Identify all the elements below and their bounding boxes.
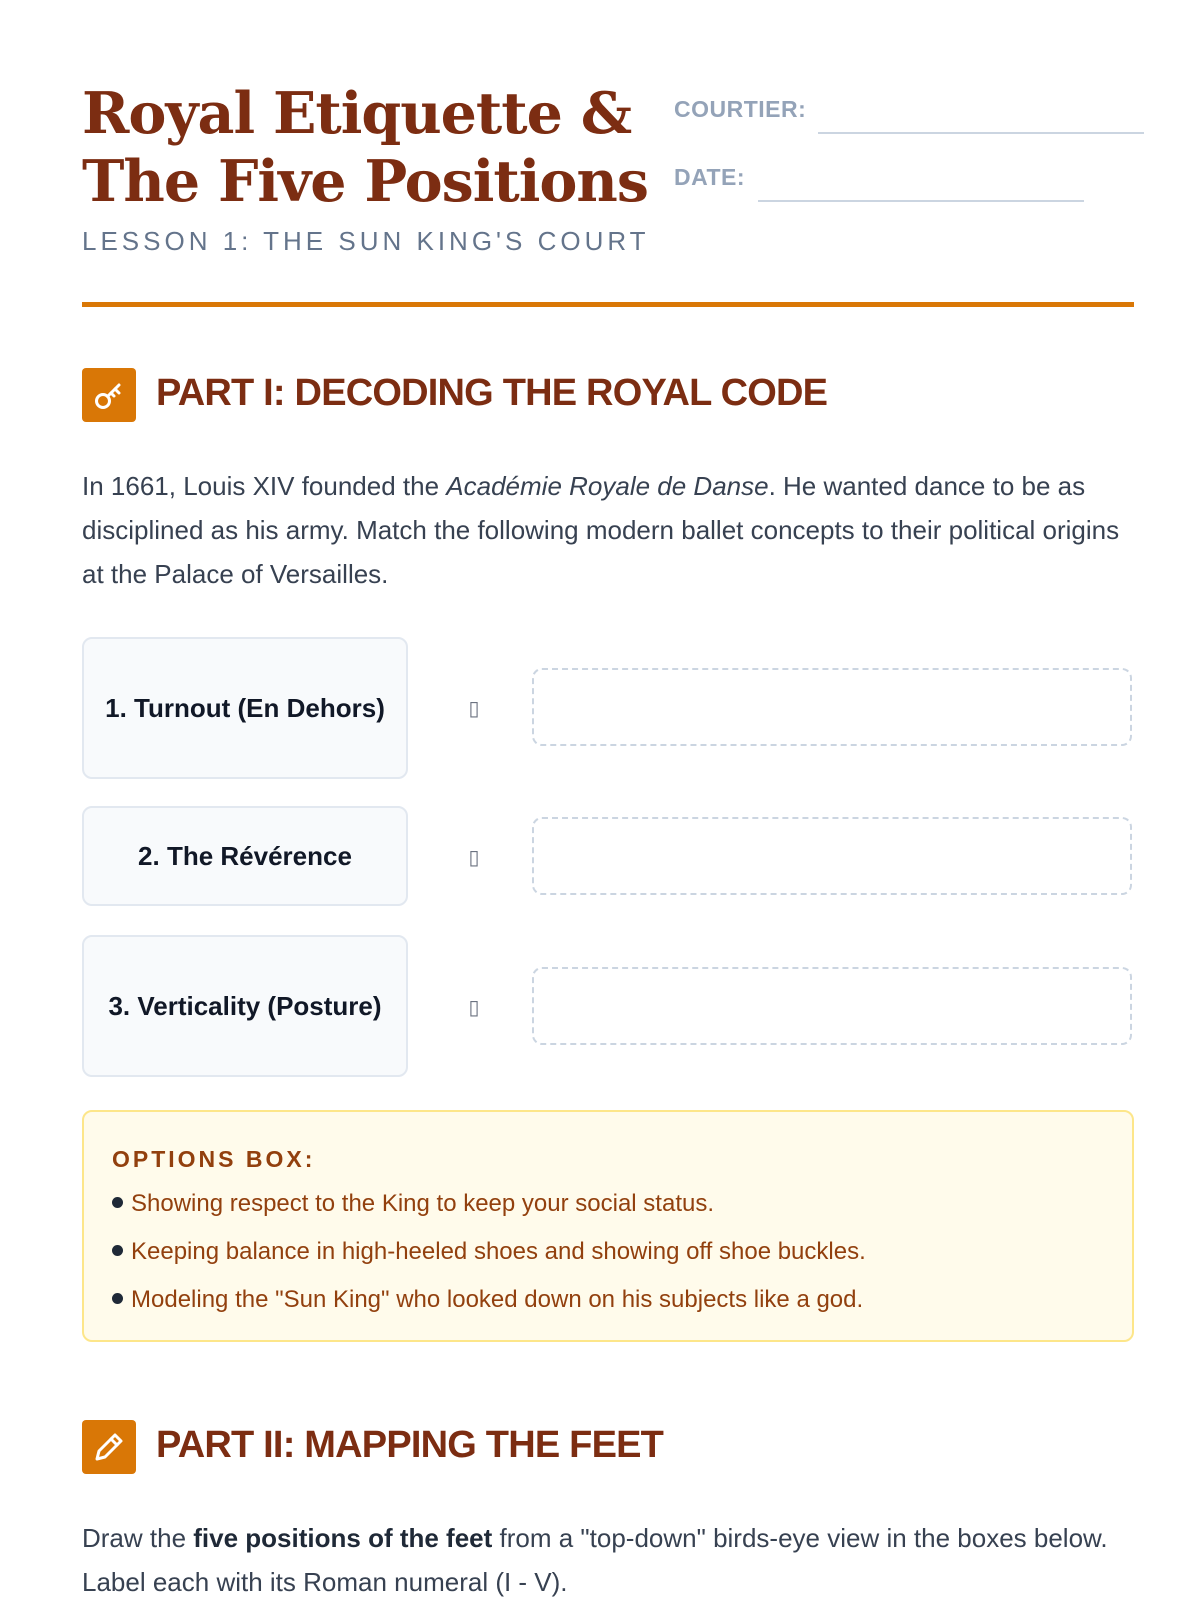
courtier-label: COURTIER: xyxy=(674,96,807,122)
arrow-icon: ▯ xyxy=(468,847,480,869)
concept-card-verticality: 3. Verticality (Posture) xyxy=(82,935,408,1077)
option-item: Modeling the "Sun King" who looked down on his subjects like a god. xyxy=(112,1286,863,1314)
option-item: Showing respect to the King to keep your social status. xyxy=(112,1190,714,1218)
concept-card-turnout: 1. Turnout (En Dehors) xyxy=(82,637,408,779)
pencil-icon xyxy=(82,1420,136,1474)
part2-heading: PART II: MAPPING THE FEET xyxy=(156,1424,664,1466)
part1-heading: PART I: DECODING THE ROYAL CODE xyxy=(156,372,828,414)
date-field[interactable] xyxy=(758,200,1084,202)
academie-name: Académie Royale de Danse xyxy=(446,471,769,501)
five-positions-emphasis: five positions of the feet xyxy=(193,1523,493,1553)
option-item: Keeping balance in high-heeled shoes and showing off shoe buckles. xyxy=(112,1238,866,1266)
answer-box-1[interactable] xyxy=(532,668,1132,746)
title-line-1: Royal Etiquette & xyxy=(82,80,632,147)
courtier-field[interactable] xyxy=(818,132,1144,134)
bullet-icon xyxy=(112,1197,123,1208)
answer-box-3[interactable] xyxy=(532,967,1132,1045)
lesson-subtitle: LESSON 1: THE SUN KING'S COURT xyxy=(82,226,650,256)
answer-box-2[interactable] xyxy=(532,817,1132,895)
title-line-2: The Five Positions xyxy=(82,148,648,215)
bullet-icon xyxy=(112,1245,123,1256)
header-divider xyxy=(82,302,1134,307)
concept-card-reverence: 2. The Révérence xyxy=(82,806,408,906)
bullet-icon xyxy=(112,1293,123,1304)
page-title xyxy=(82,80,648,216)
arrow-icon: ▯ xyxy=(468,698,480,720)
options-box xyxy=(82,1110,1134,1342)
key-icon xyxy=(82,368,136,422)
options-title: OPTIONS BOX: xyxy=(112,1146,316,1172)
arrow-icon: ▯ xyxy=(468,997,480,1019)
date-label: DATE: xyxy=(674,164,746,190)
part1-intro: In 1661, Louis XIV founded the Académie Royale de Danse. He wanted dance to be as disciplined as his army. Match the following modern ballet concepts to their political origins at the Palace of Versailles. xyxy=(82,471,1120,589)
part2-intro: Draw the five positions of the feet from a "top-down" birds-eye view in the boxes below. Label each with its Roman numeral (I - V). xyxy=(82,1523,1108,1597)
